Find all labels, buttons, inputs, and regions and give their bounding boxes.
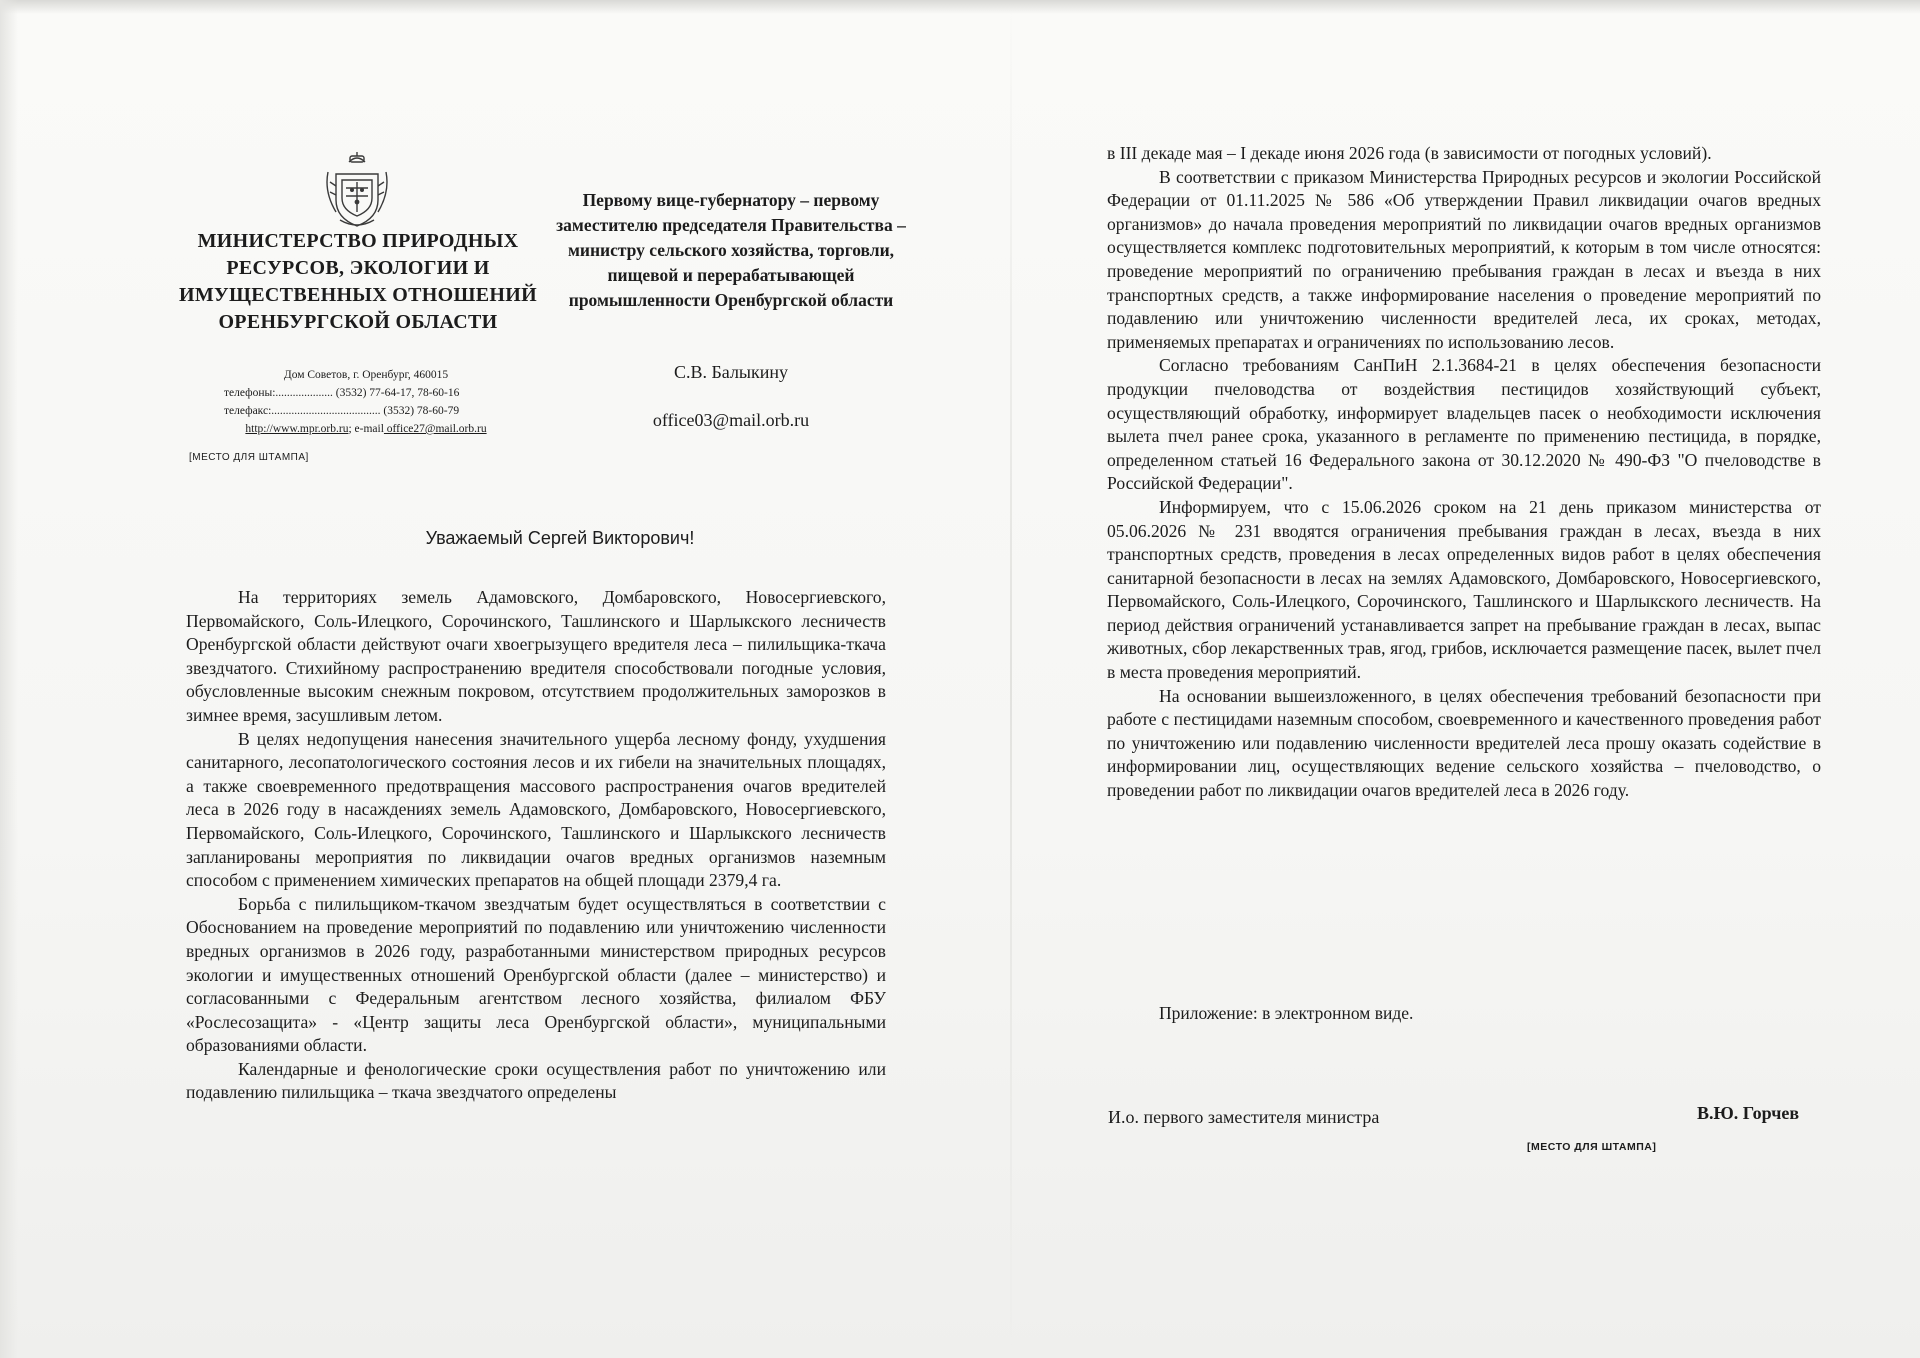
paragraph: В соответствии с приказом Министерства Природных ресурсов и экологии Российской Федерации от 01.11.2025 № 586 «Об утверждении Правил ликвидации очагов вредных организмов» до начала проведения мероприятий по ликвидации очагов вредных организмов осуществляется комплекс подготовительных мероприятий, к которым в том числе относятся: проведение мероприятий по ограничению пребывания граждан в лесах и въезда в них транспортных средств, а также информирование населения о проведение мероприятий по подавлению или уничтожению численности вредителей леса, их сроках, методах, применяемых препаратах и ограничениях по использованию лесов. [1107,166,1821,352]
scan-left-edge [0,0,18,1358]
paragraph: На основании вышеизложенного, в целях обеспечения требований безопасности при работе с пестицидами наземным способом, своевременного и качественного проведения работ по уничтожению или подавлению численности вредителей леса прошу оказать содействие в информировании лиц, осуществляющих ведение сельского хозяйства – пчеловодство, о проведении работ по ликвидации очагов вредителей леса в 2026 году. [1107,685,1821,801]
paragraph: В целях недопущения нанесения значительного ущерба лесному фонду, ухудшения санитарного, лесопатологического состояния лесов и их гибели на значительных площадях, а также своевременного предотвращения массового распространения очагов вредителей леса в 2026 году в насаждениях земель Адамовского, Домбаровского, Новосергиевского, Первомайского, Соль-Илецкого, Сорочинского, Ташлинского и Шарлыкского лесничеств запланированы мероприятия по ликвидации очагов вредных организмов наземным способом с применением химических препаратов на общей площади 2379,4 га. [186,728,886,891]
signer-name: В.Ю. Горчев [1697,1103,1800,1123]
ministry-email-link[interactable]: office27@mail.orb.ru [383,423,487,435]
ministry-contacts [196,366,536,438]
letter-body-left [186,586,886,1105]
salutation: Уважаемый Сергей Викторович! [425,528,695,548]
page-fold [1010,0,1012,1358]
ministry-website-link[interactable]: http://www.mpr.orb.ru [245,423,349,435]
addressee-email: office03@mail.orb.ru [652,410,810,430]
paragraph: Согласно требованиям СанПиН 2.1.3684-21 в целях обеспечения безопасности продукции пчеловодства от воздействия пестицидов хозяйствующий субъект, осуществляющий обработку, информирует владельцев пасек о необходимости исключения вылета пчел ранее срока, указанного в регламенте по применению пестицида, в порядке, определенном статьей 16 Федерального закона от 30.12.2020 № 490-ФЗ "О пчеловодстве в Российской Федерации". [1107,355,1821,494]
paragraph: Календарные и фенологические сроки осуществления работ по уничтожению или подавлению пилильщика – ткача звездчатого определены [186,1058,886,1103]
addressee-position: Первому вице-губернатору – первому заместителю председателя Правительства – министру сельского хозяйства, торговли, пищевой и перерабатывающей промышленности Оренбургской области [556,190,906,310]
signer-title: И.о. первого заместителя министра [1108,1107,1380,1127]
stamp-placeholder-top: [МЕСТО ДЛЯ ШТАМПА] [189,452,309,463]
coat-of-arms-icon [322,152,392,230]
appendix-note: Приложение: в электронном виде. [1159,1003,1414,1023]
paragraph: На территориях земель Адамовского, Домбаровского, Новосергиевского, Первомайского, Соль-Илецкого, Сорочинского, Ташлинского и Шарлыкского лесничеств Оренбургской области действуют очаги хвоегрызущего вредителя леса – пилильщика-ткача звездчатого. Стихийному распространению вредителя способствовали погодные условия, обусловленные высоким снежным покровом, отсутствием продолжительных заморозков в зимнее время, засушливым летом. [186,587,886,725]
email-label: ; e-mail [348,423,384,435]
stamp-placeholder-bottom: [МЕСТО ДЛЯ ШТАМПА] [1527,1141,1657,1153]
addressee-name: С.В. Балыкину [673,362,789,382]
ministry-address: Дом Советов, г. Оренбург, 460015 [283,369,449,381]
scan-top-shadow [0,0,1920,14]
ministry-web-email [196,420,536,438]
ministry-name: МИНИСТЕРСТВО ПРИРОДНЫХ РЕСУРСОВ, ЭКОЛОГИИ И ИМУЩЕСТВЕННЫХ ОТНОШЕНИЙ ОРЕНБУРГСКОЙ ОБЛАСТИ [179,230,537,333]
ministry-fax: телефакс:...................................... (3532) 78-60-79 [224,405,460,417]
paragraph: Информируем, что с 15.06.2026 сроком на 21 день приказом министерства от 05.06.2026 № 231 вводятся ограничения пребывания граждан в лесах, въезда в них транспортных средств, проведения в лесах определенных видов работ в целях обеспечения санитарной безопасности в лесах на землях Адамовского, Домбаровского, Новосергиевского, Первомайского, Соль-Илецкого, Сорочинского, Ташлинского и Шарлыкского лесничеств. На период действия ограничений устанавливается запрет на пребывание граждан в лесах, выпас животных, сбор лекарственных трав, ягод, грибов, исключается размещение пасек, вылет пчел в места проведения мероприятий. [1107,496,1821,683]
paragraph: Борьба с пилильщиком-ткачом звездчатым будет осуществляться в соответствии с Обоснованием на проведение мероприятий по подавлению или уничтожению численности вредных организмов в 2026 году, разработанными министерством природных ресурсов экологии и имущественных отношений Оренбургской области (далее – министерство) и согласованными с Федеральным агентством лесного хозяйства, филиалом ФБУ «Рослесозащита» - «Центр защиты леса Оренбургской области», муниципальными образованиями области. [186,893,886,1056]
ministry-phones: телефоны:.................... (3532) 77-64-17, 78-60-16 [224,387,460,399]
paragraph: в III декаде мая – I декаде июня 2026 года (в зависимости от погодных условий). [1107,143,1712,163]
letter-body-right [1107,142,1821,803]
